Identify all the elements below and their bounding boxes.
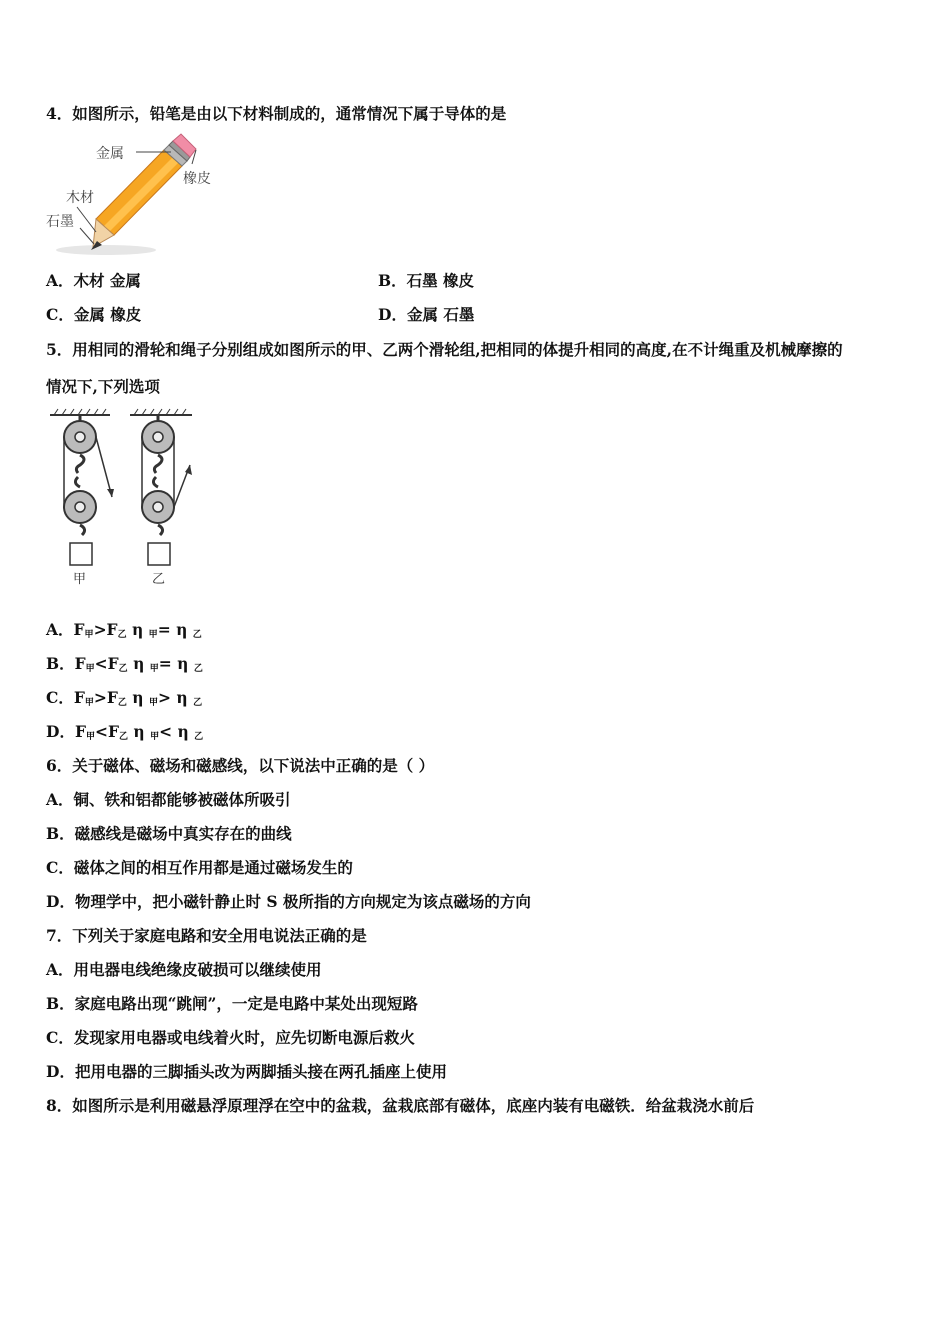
q6-stem: 6．关于磁体、磁场和磁感线，以下说法中正确的是（ ） [46,756,435,775]
q6-option-c: C．磁体之间的相互作用都是通过磁场发生的 [46,858,353,877]
q5-option-d: D．$F_甲<F_乙$ η $_甲$< η $_乙$ [46,722,204,742]
q5-stem-line1: 5．用相同的滑轮和绳子分别组成如图所示的甲、乙两个滑轮组,把相同的体提升相同的高度,在不计绳重及机械摩擦的 [46,340,843,359]
label-jia: 甲 [73,572,87,587]
q4-option-a: A．木材 金属 [46,271,141,290]
q5-option-a: A．$F_甲>F_乙$ η $_甲$= η $_乙$ [46,620,202,640]
label-metal: 金属 [96,146,124,162]
q6-option-d: D．物理学中，把小磁针静止时 S 极所指的方向规定为该点磁场的方向 [46,892,531,911]
q7-option-a: A．用电器电线绝缘皮破损可以继续使用 [46,960,322,979]
q4-option-b: B．石墨 橡皮 [378,271,474,290]
pencil-figure [44,132,234,257]
q6-option-a: A．铜、铁和铝都能够被磁体所吸引 [46,790,291,809]
q4-stem: 4．如图所示，铅笔是由以下材料制成的，通常情况下属于导体的是 [46,104,507,123]
label-rubber: 橡皮 [183,171,211,187]
q5-stem-line2: 情况下,下列选项 [46,377,160,396]
label-wood: 木材 [66,190,94,206]
q8-stem: 8．如图所示是利用磁悬浮原理浮在空中的盆栽，盆栽底部有磁体，底座内装有电磁铁．给盆栽浇水前后 [46,1096,755,1115]
q7-stem: 7．下列关于家庭电路和安全用电说法正确的是 [46,926,367,945]
q6-option-b: B．磁感线是磁场中真实存在的曲线 [46,824,292,843]
label-yi: 乙 [152,572,166,587]
label-graphite: 石墨 [46,214,74,230]
q7-option-c: C．发现家用电器或电线着火时，应先切断电源后救火 [46,1028,415,1047]
q4-option-d: D．金属 石墨 [378,305,475,324]
q7-option-d: D．把用电器的三脚插头改为两脚插头接在两孔插座上使用 [46,1062,447,1081]
q4-option-c: C．金属 橡皮 [46,305,142,324]
q5-option-b: B．$F_甲<F_乙$ η $_甲$= η $_乙$ [46,654,203,674]
q7-option-b: B．家庭电路出现“跳闸”，一定是电路中某处出现短路 [46,994,418,1013]
pulley-figure [44,405,204,590]
q5-option-c: C．$F_甲>F_乙$ η $_甲$> η $_乙$ [46,688,203,708]
